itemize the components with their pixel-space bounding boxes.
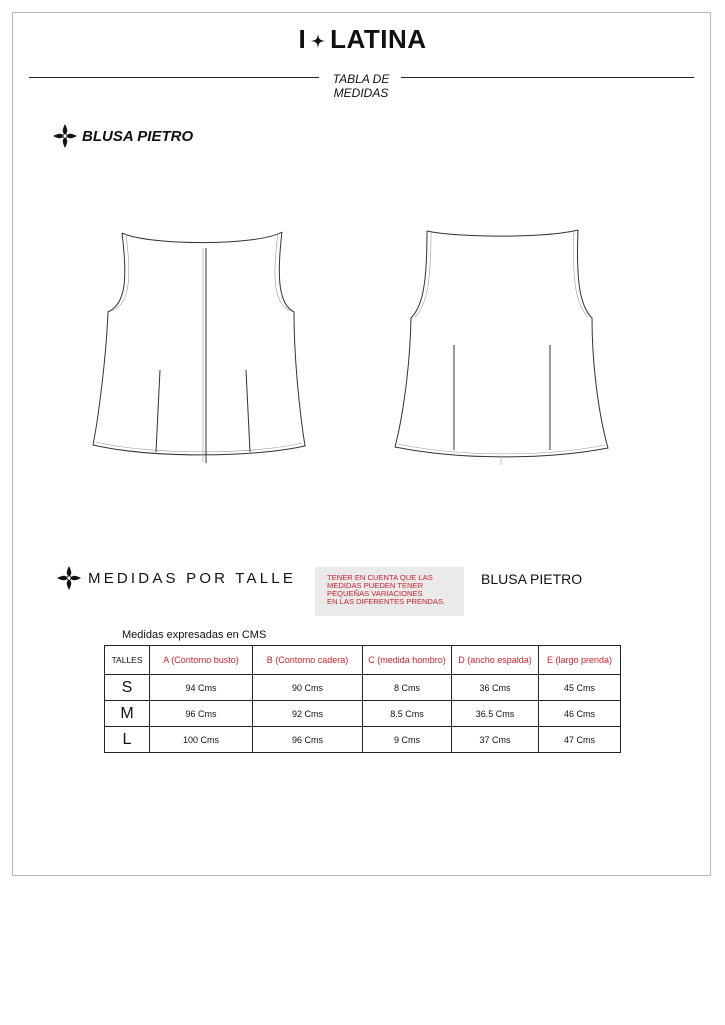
table-header-row: [105, 646, 621, 675]
size-label: M: [105, 701, 150, 727]
table-row: [105, 675, 621, 701]
note-line: MEDIDAS PUEDEN TENER: [327, 581, 424, 590]
table-cell: 45 Cms: [539, 675, 621, 701]
table-cell: 47 Cms: [539, 727, 621, 753]
table-cell: 90 Cms: [253, 675, 363, 701]
table-cell: 36.5 Cms: [452, 701, 539, 727]
note-line: TENER EN CUENTA QUE LAS: [327, 573, 433, 582]
garment-title-text: BLUSA PIETRO: [82, 127, 194, 145]
size-table: [104, 645, 621, 753]
subtitle-line: MEDIDAS: [333, 86, 389, 100]
subtitle-line: TABLA DE: [332, 72, 390, 86]
table-cell: 96 Cms: [150, 701, 253, 727]
table-cell: 8 Cms: [363, 675, 452, 701]
table-cell: 94 Cms: [150, 675, 253, 701]
column-header: C (medida hombro): [363, 646, 452, 675]
table-row: [105, 701, 621, 727]
back-view-drawing: [395, 230, 608, 465]
table-cell: 36 Cms: [452, 675, 539, 701]
section-title: MEDIDAS POR TALLE: [88, 569, 297, 587]
front-view-drawing: [93, 232, 305, 463]
size-label: L: [105, 727, 150, 753]
table-cell: 46 Cms: [539, 701, 621, 727]
column-header: B (Contorno cadera): [253, 646, 363, 675]
table-cell: 92 Cms: [253, 701, 363, 727]
table-cell: 96 Cms: [253, 727, 363, 753]
section-heading: [56, 564, 296, 592]
product-name: BLUSA PIETRO: [481, 571, 583, 587]
star-flower-icon: [56, 565, 82, 591]
note-line: EN LAS DIFERENTES PRENDAS.: [327, 597, 446, 606]
table-cell: 8.5 Cms: [363, 701, 452, 727]
brand-letter: I: [298, 24, 307, 54]
column-header: E (largo prenda): [539, 646, 621, 675]
table-cell: 100 Cms: [150, 727, 253, 753]
table-cell: 9 Cms: [363, 727, 452, 753]
variation-note: [315, 567, 464, 616]
note-line: PEQUEÑAS VARIACIONES: [327, 589, 423, 598]
table-row: [105, 727, 621, 753]
brand-name: LATINA: [330, 24, 427, 54]
column-header: D (ancho espalda): [452, 646, 539, 675]
column-header: TALLES: [105, 646, 150, 675]
table-caption: Medidas expresadas en CMS: [122, 629, 267, 641]
column-header: A (Contorno busto): [150, 646, 253, 675]
table-cell: 37 Cms: [452, 727, 539, 753]
size-label: S: [105, 675, 150, 701]
